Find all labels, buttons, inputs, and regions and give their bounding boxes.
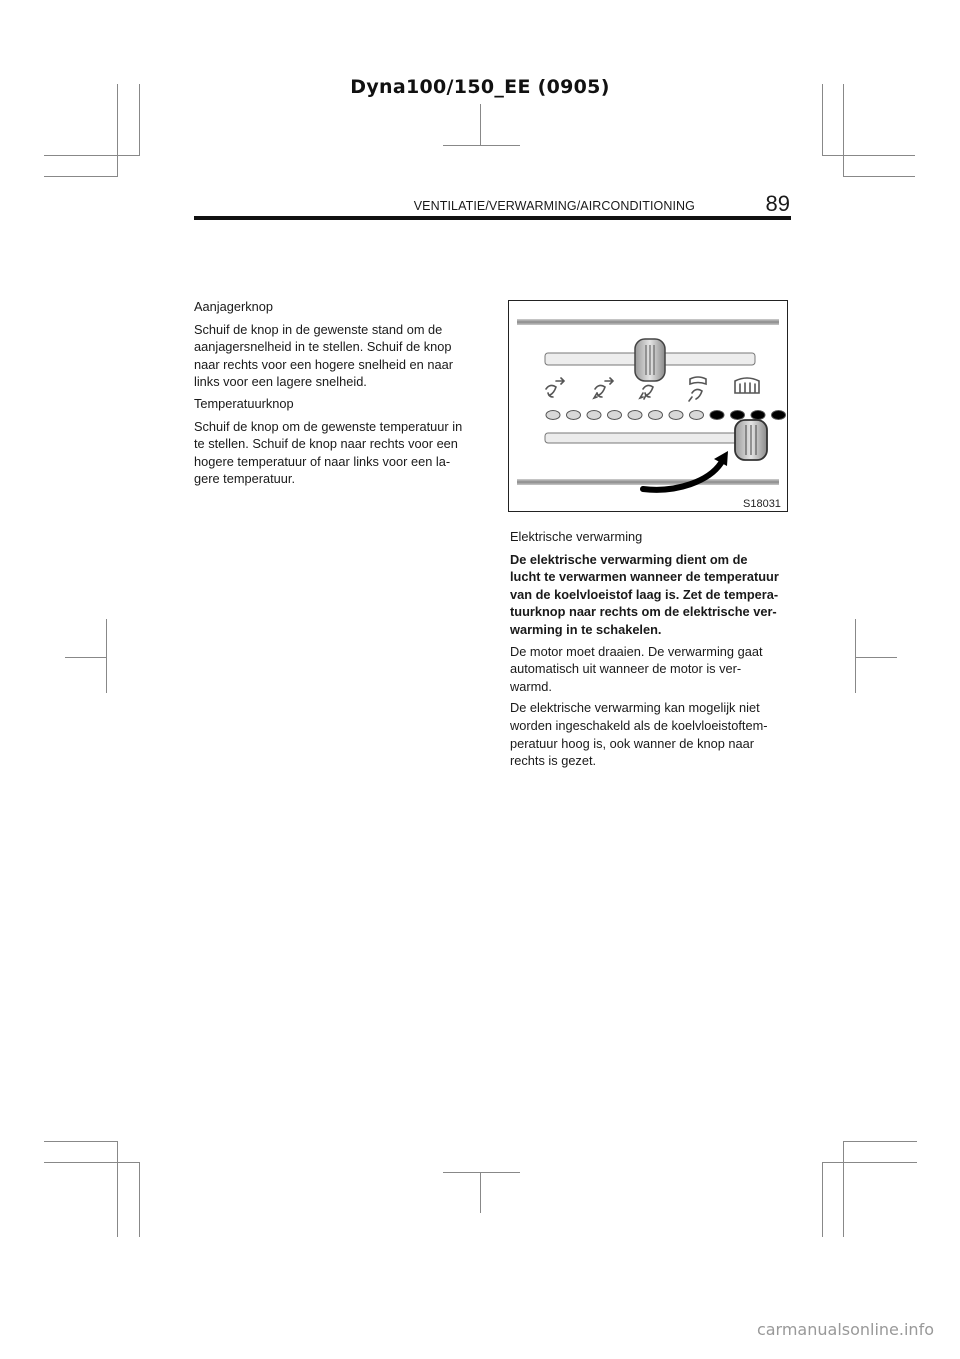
electric-heater-bold-text [510, 551, 793, 639]
indicator-dot-filled [710, 411, 724, 420]
temperature-knob-text [194, 418, 484, 488]
text-line: peratuur hoog is, ook wanner de knop naar [510, 735, 755, 751]
engine-running-text [510, 643, 793, 696]
control-panel-illustration [508, 300, 788, 512]
section-header: VENTILATIE/VERWARMING/AIRCONDITIONING [413, 199, 695, 213]
text-line: De elektrische verwarming dient om de [510, 551, 748, 567]
document-title: Dyna100/150_EE (0905) [350, 76, 610, 98]
text-line: automatisch uit wanneer de motor is ver- [510, 661, 742, 677]
text-line: De elektrische verwarming kan mogelijk niet [510, 700, 760, 716]
text-line: Schuif de knop in de gewenste stand om de [194, 321, 443, 337]
temperature-knob-heading: Temperatuurknop [194, 395, 294, 411]
panel-top-rail [517, 319, 779, 325]
left-column [194, 298, 484, 492]
blower-slider-knob [635, 339, 665, 381]
temperature-slider-track [545, 433, 745, 443]
face-vent-icon [546, 378, 564, 397]
indicator-dot [628, 411, 642, 420]
figure-code: S18031 [743, 498, 781, 510]
text-line: warming in te schakelen. [510, 621, 662, 637]
text-line: Schuif de knop om de gewenste temperatuur in [194, 418, 463, 434]
text-line: tuurknop naar rechts om de elektrische ver- [510, 604, 777, 620]
indicator-dot-filled [731, 411, 745, 420]
text-line: te stellen. Schuif de knop naar rechts voor een [194, 436, 458, 452]
text-line: lucht te verwarmen wanneer de temperatuur [510, 569, 779, 585]
foot-icon [640, 385, 653, 399]
indicator-dot [690, 411, 704, 420]
indicator-dot [608, 411, 622, 420]
indicator-dot [649, 411, 663, 420]
header-rule [194, 216, 791, 220]
indicator-row [546, 411, 786, 420]
text-line: worden ingeschakeld als de koelvloeistoftem- [510, 717, 768, 733]
blower-knob-heading: Aanjagerknop [194, 299, 273, 314]
blower-knob-text [194, 321, 484, 391]
temperature-slider-knob [735, 420, 767, 460]
text-line: De motor moet draaien. De verwarming gaat [510, 643, 763, 659]
indicator-dot [587, 411, 601, 420]
text-line: naar rechts voor een hogere snelheid en naar [194, 356, 453, 372]
right-arrow-icon [643, 463, 721, 490]
text-line: van de koelvloeistof laag is. Zet de tempera- [510, 586, 779, 602]
indicator-dot-filled [751, 411, 765, 420]
panel-bottom-rail [517, 479, 779, 485]
indicator-dot [567, 411, 581, 420]
high-coolant-text [510, 699, 793, 769]
indicator-dot-filled [772, 411, 786, 420]
page-number: 89 [765, 191, 790, 216]
text-line: rechts is gezet. [510, 753, 597, 769]
text-line: gere temperatuur. [194, 471, 296, 487]
text-line: hogere temperatuur of naar links voor een la- [194, 453, 451, 469]
electric-heater-heading: Elektrische verwarming [510, 529, 643, 544]
bi-level-icon [594, 378, 613, 398]
text-line: links voor een lagere snelheid. [194, 374, 367, 390]
right-column [510, 528, 793, 774]
text-line: aanjagersnelheid in te stellen. Schuif de knop [194, 339, 452, 355]
watermark: carmanualsonline.info [756, 1320, 934, 1339]
indicator-dot [546, 411, 560, 420]
defrost-icon [735, 378, 759, 393]
text-line: warmd. [510, 678, 552, 694]
foot-defrost-icon [689, 377, 706, 401]
indicator-dot [669, 411, 683, 420]
